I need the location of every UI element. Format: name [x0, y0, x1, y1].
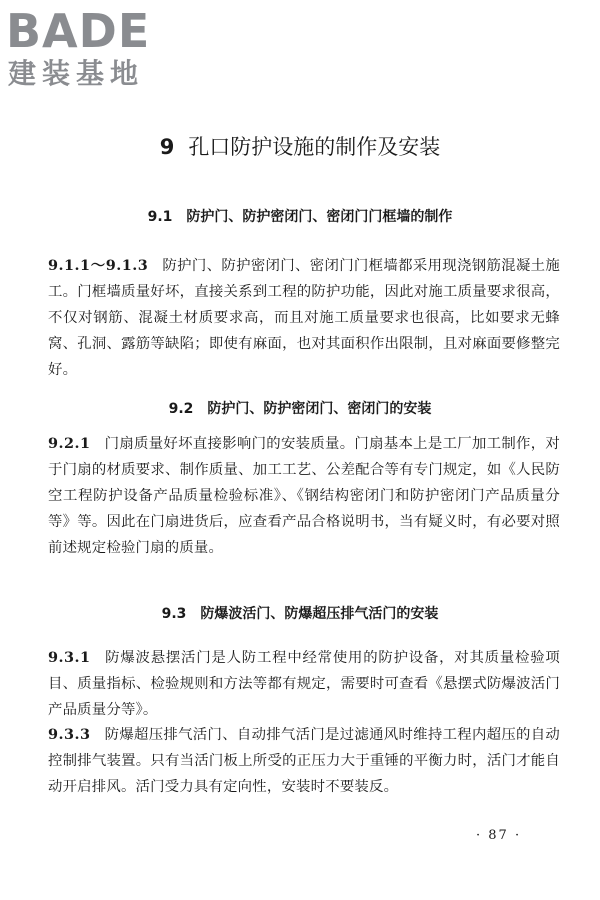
section-title: 防爆波活门、防爆超压排气活门的安装 — [200, 606, 439, 622]
section-heading-9-2 — [0, 398, 600, 420]
section-heading-9-3 — [0, 603, 600, 625]
section-number: 9.1 — [147, 209, 173, 225]
section-title: 防护门、防护密闭门、密闭门门框墙的制作 — [186, 209, 453, 225]
section-title: 防护门、防护密闭门、密闭门的安装 — [207, 401, 432, 417]
clause-9-3-3-paragraph — [48, 722, 560, 800]
page-number: · 87 · — [476, 828, 522, 843]
logo-wordmark: BADE — [6, 4, 151, 58]
logo-subtitle: 建装基地 — [8, 57, 145, 90]
clause-number: 9.3.3 — [48, 726, 91, 743]
chapter-title — [0, 132, 600, 162]
clause-text: 防爆超压排气活门、自动排气活门是过滤通风时维持工程内超压的自动控制排气装置。只有当活门板上所受的正压力大于重锤的平衡力时，活门才能自动开启排风。活门受力具有定向性，安装时不要装反。 — [48, 727, 560, 795]
clause-9-3-1-paragraph — [48, 645, 560, 723]
clause-9-2-1-paragraph — [48, 431, 560, 561]
clause-text: 防爆波悬摆活门是人防工程中经常使用的防护设备，对其质量检验项目、质量指标、检验规则和方法等都有规定，需要时可查看《悬摆式防爆波活门产品质量分等》。 — [48, 650, 560, 718]
chapter-number: 9 — [159, 135, 175, 159]
clause-9-1-1-paragraph — [48, 253, 560, 383]
section-heading-9-1 — [0, 206, 600, 228]
section-number: 9.2 — [168, 401, 194, 417]
clause-number: 9.3.1 — [48, 649, 91, 666]
clause-number: 9.2.1 — [48, 435, 91, 452]
chapter-title-text: 孔口防护设施的制作及安装 — [188, 135, 441, 159]
bade-logo — [6, 6, 176, 92]
clause-text: 防护门、防护密闭门、密闭门门框墙都采用现浇钢筋混凝土施工。门框墙质量好坏，直接关系到工程的防护功能，因此对施工质量要求很高，不仅对钢筋、混凝土材质要求高，而且对施工质量要求也很高，比如要求无蜂窝、孔洞、露筋等缺陷；即使有麻面，也对其面积作出限制，且对麻面要修整完好。 — [48, 258, 560, 378]
clause-number: 9.1.1～9.1.3 — [48, 257, 149, 274]
section-number: 9.3 — [161, 606, 187, 622]
clause-text: 门扇质量好坏直接影响门的安装质量。门扇基本上是工厂加工制作，对于门扇的材质要求、制作质量、加工工艺、公差配合等有专门规定，如《人民防空工程防护设备产品质量检验标准》、《钢结构密闭门和防护密闭门产品质量分等》等。因此在门扇进货后，应查看产品合格说明书，当有疑义时，有必要对照前述规定检验门扇的质量。 — [48, 436, 560, 556]
